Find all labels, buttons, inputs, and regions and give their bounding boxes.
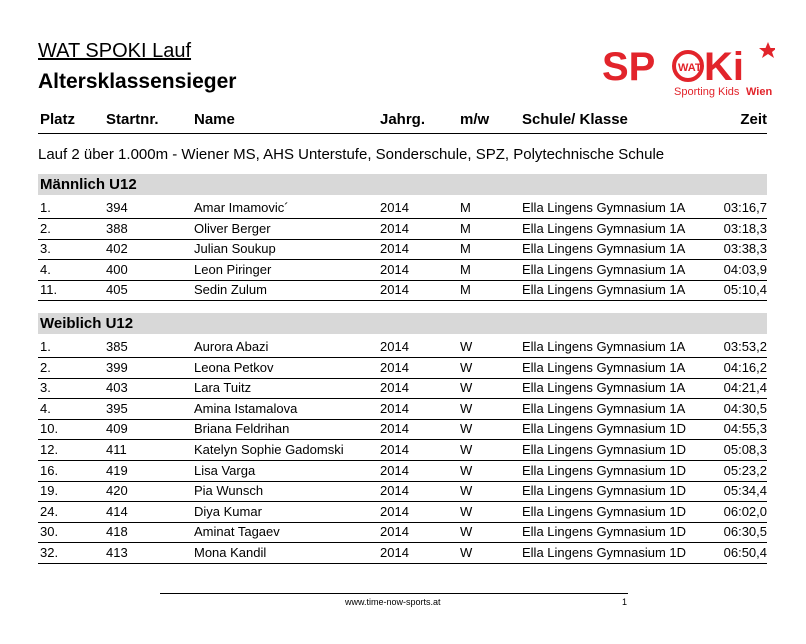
cell-platz: 11. (40, 282, 58, 298)
cell-platz: 3. (40, 380, 51, 396)
category-heading (38, 174, 767, 195)
cell-startnr: 409 (106, 421, 128, 437)
table-row (38, 337, 767, 358)
cell-jahrg: 2014 (380, 359, 409, 375)
cell-schule: Ella Lingens Gymnasium 1D (522, 545, 687, 560)
table-row (38, 358, 767, 379)
cell-zeit: 04:21,4 (723, 380, 767, 396)
cell-name: Katelyn Sophie Gadomski (194, 442, 344, 457)
cell-name: Amina Istamalova (194, 400, 298, 416)
cell-jahrg: 2014 (380, 400, 409, 416)
svg-text:Ki: Ki (704, 45, 744, 89)
cell-zeit: 03:53,2 (723, 339, 767, 354)
cell-jahrg: 2014 (380, 241, 409, 257)
cell-mw: M (460, 261, 471, 277)
header-platz: Platz (40, 111, 76, 128)
document-title: WAT SPOKI Lauf (38, 40, 192, 62)
cell-zeit: 06:50,4 (723, 545, 767, 560)
cell-name: Pia Wunsch (194, 483, 264, 499)
cell-schule: Ella Lingens Gymnasium 1D (522, 503, 687, 519)
table-row (38, 481, 767, 502)
cell-zeit: 05:08,3 (723, 442, 767, 457)
cell-jahrg: 2014 (380, 220, 409, 236)
cell-name: Lara Tuitz (194, 380, 252, 396)
cell-schule: Ella Lingens Gymnasium 1D (522, 483, 687, 499)
cell-name: Sedin Zulum (194, 282, 267, 298)
cell-zeit: 06:02,0 (723, 503, 767, 519)
cell-name: Julian Soukup (194, 241, 276, 257)
category-title: Weiblich U12 (40, 315, 134, 332)
cell-name: Mona Kandil (194, 545, 267, 560)
table-row (38, 440, 767, 461)
cell-schule: Ella Lingens Gymnasium 1A (522, 220, 686, 236)
cell-jahrg: 2014 (380, 339, 409, 354)
table-header (38, 111, 767, 134)
footer-divider (160, 593, 628, 594)
footer-url: www.time-now-sports.at (345, 597, 441, 607)
cell-zeit: 04:16,2 (723, 359, 767, 375)
cell-schule: Ella Lingens Gymnasium 1A (522, 241, 686, 257)
cell-platz: 1. (40, 200, 51, 215)
cell-mw: W (460, 442, 473, 457)
cell-jahrg: 2014 (380, 421, 409, 437)
cell-startnr: 405 (106, 282, 128, 298)
star-icon (759, 42, 775, 58)
cell-platz: 4. (40, 400, 51, 416)
cell-platz: 19. (40, 483, 59, 499)
table-row (38, 219, 767, 240)
cell-startnr: 394 (106, 200, 128, 215)
cell-platz: 2. (40, 220, 51, 236)
cell-startnr: 413 (106, 545, 128, 560)
cell-schule: Ella Lingens Gymnasium 1D (522, 442, 687, 457)
cell-startnr: 385 (106, 339, 128, 354)
cell-startnr: 395 (106, 400, 128, 416)
cell-zeit: 05:10,4 (723, 282, 767, 298)
category-title: Männlich U12 (40, 176, 137, 193)
cell-mw: W (460, 483, 473, 499)
svg-text:SP: SP (602, 45, 656, 89)
cell-zeit: 06:30,5 (723, 524, 767, 540)
cell-platz: 24. (40, 503, 59, 519)
header-schule: Schule/ Klasse (522, 111, 628, 128)
header-startnr: Startnr. (106, 111, 159, 128)
header-mw: m/w (460, 111, 490, 128)
cell-schule: Ella Lingens Gymnasium 1D (522, 524, 687, 540)
cell-mw: M (460, 282, 471, 298)
cell-jahrg: 2014 (380, 442, 409, 457)
table-row (38, 543, 767, 564)
cell-zeit: 03:38,3 (723, 241, 767, 257)
cell-name: Leona Petkov (194, 359, 274, 375)
footer-page-number: 1 (622, 597, 628, 607)
cell-zeit: 04:03,9 (723, 261, 767, 277)
cell-startnr: 414 (106, 503, 128, 519)
cell-schule: Ella Lingens Gymnasium 1A (522, 200, 686, 215)
cell-startnr: 402 (106, 241, 128, 257)
table-row (38, 239, 767, 260)
cell-mw: W (460, 380, 473, 396)
cell-zeit: 04:55,3 (723, 421, 767, 437)
cell-mw: W (460, 503, 473, 519)
cell-schule: Ella Lingens Gymnasium 1A (522, 339, 686, 354)
cell-zeit: 04:30,5 (723, 400, 767, 416)
cell-startnr: 388 (106, 220, 128, 236)
cell-startnr: 403 (106, 380, 128, 396)
cell-jahrg: 2014 (380, 462, 409, 478)
cell-mw: W (460, 545, 473, 560)
cell-schule: Ella Lingens Gymnasium 1D (522, 421, 687, 437)
cell-startnr: 418 (106, 524, 128, 540)
cell-name: Diya Kumar (194, 503, 262, 519)
cell-jahrg: 2014 (380, 380, 409, 396)
header-name: Name (194, 111, 235, 128)
cell-mw: W (460, 524, 473, 540)
cell-name: Amar Imamovic´ (194, 200, 289, 215)
cell-startnr: 399 (106, 359, 128, 375)
cell-mw: M (460, 220, 471, 236)
cell-name: Lisa Varga (194, 462, 256, 478)
table-row (38, 419, 767, 440)
cell-platz: 4. (40, 261, 51, 277)
cell-startnr: 420 (106, 483, 128, 499)
cell-zeit: 05:34,4 (723, 483, 767, 499)
cell-startnr: 419 (106, 462, 128, 478)
cell-mw: W (460, 359, 473, 375)
cell-platz: 30. (40, 524, 59, 540)
table-row (38, 502, 767, 523)
logo-tagline-b: Wien (746, 86, 773, 98)
cell-mw: W (460, 400, 473, 416)
header-zeit: Zeit (740, 111, 767, 128)
cell-schule: Ella Lingens Gymnasium 1A (522, 261, 686, 277)
cell-schule: Ella Lingens Gymnasium 1A (522, 400, 686, 416)
cell-name: Aminat Tagaev (194, 524, 280, 540)
cell-jahrg: 2014 (380, 503, 409, 519)
cell-zeit: 03:18,3 (723, 220, 767, 236)
table-row (38, 522, 767, 543)
race-description: Lauf 2 über 1.000m - Wiener MS, AHS Unterstufe, Sonderschule, SPZ, Polytechnische Schule (38, 146, 665, 163)
cell-mw: M (460, 241, 471, 257)
cell-name: Aurora Abazi (194, 339, 269, 354)
logo-badge: WAT (678, 62, 702, 74)
cell-mw: M (460, 200, 471, 215)
cell-name: Leon Piringer (194, 261, 272, 277)
cell-startnr: 400 (106, 261, 128, 277)
cell-mw: W (460, 462, 473, 478)
category-heading (38, 313, 767, 334)
cell-jahrg: 2014 (380, 200, 409, 215)
cell-jahrg: 2014 (380, 282, 409, 298)
cell-schule: Ella Lingens Gymnasium 1A (522, 380, 686, 396)
cell-startnr: 411 (106, 442, 127, 457)
cell-platz: 10. (40, 421, 59, 437)
cell-name: Oliver Berger (194, 220, 271, 236)
cell-schule: Ella Lingens Gymnasium 1A (522, 359, 686, 375)
table-row (38, 399, 767, 420)
cell-mw: W (460, 421, 473, 437)
cell-platz: 16. (40, 462, 59, 478)
cell-platz: 32. (40, 545, 59, 560)
cell-zeit: 03:16,7 (723, 200, 767, 215)
logo-tagline-a: Sporting Kids (674, 86, 740, 98)
cell-platz: 12. (40, 442, 59, 457)
cell-zeit: 05:23,2 (723, 462, 767, 478)
cell-schule: Ella Lingens Gymnasium 1A (522, 282, 686, 298)
spoki-logo (600, 40, 775, 100)
cell-schule: Ella Lingens Gymnasium 1D (522, 462, 687, 478)
cell-name: Briana Feldrihan (194, 421, 290, 437)
header-jahrg: Jahrg. (380, 111, 426, 128)
cell-platz: 2. (40, 359, 51, 375)
document-subtitle: Altersklassensieger (38, 70, 237, 93)
table-row (38, 280, 767, 301)
cell-platz: 3. (40, 241, 51, 257)
table-row (38, 378, 767, 399)
cell-platz: 1. (40, 339, 51, 354)
table-row (38, 260, 767, 281)
cell-jahrg: 2014 (380, 261, 409, 277)
table-row (38, 198, 767, 219)
cell-jahrg: 2014 (380, 483, 409, 499)
table-row (38, 461, 767, 482)
cell-jahrg: 2014 (380, 524, 409, 540)
cell-mw: W (460, 339, 473, 354)
cell-jahrg: 2014 (380, 545, 409, 560)
